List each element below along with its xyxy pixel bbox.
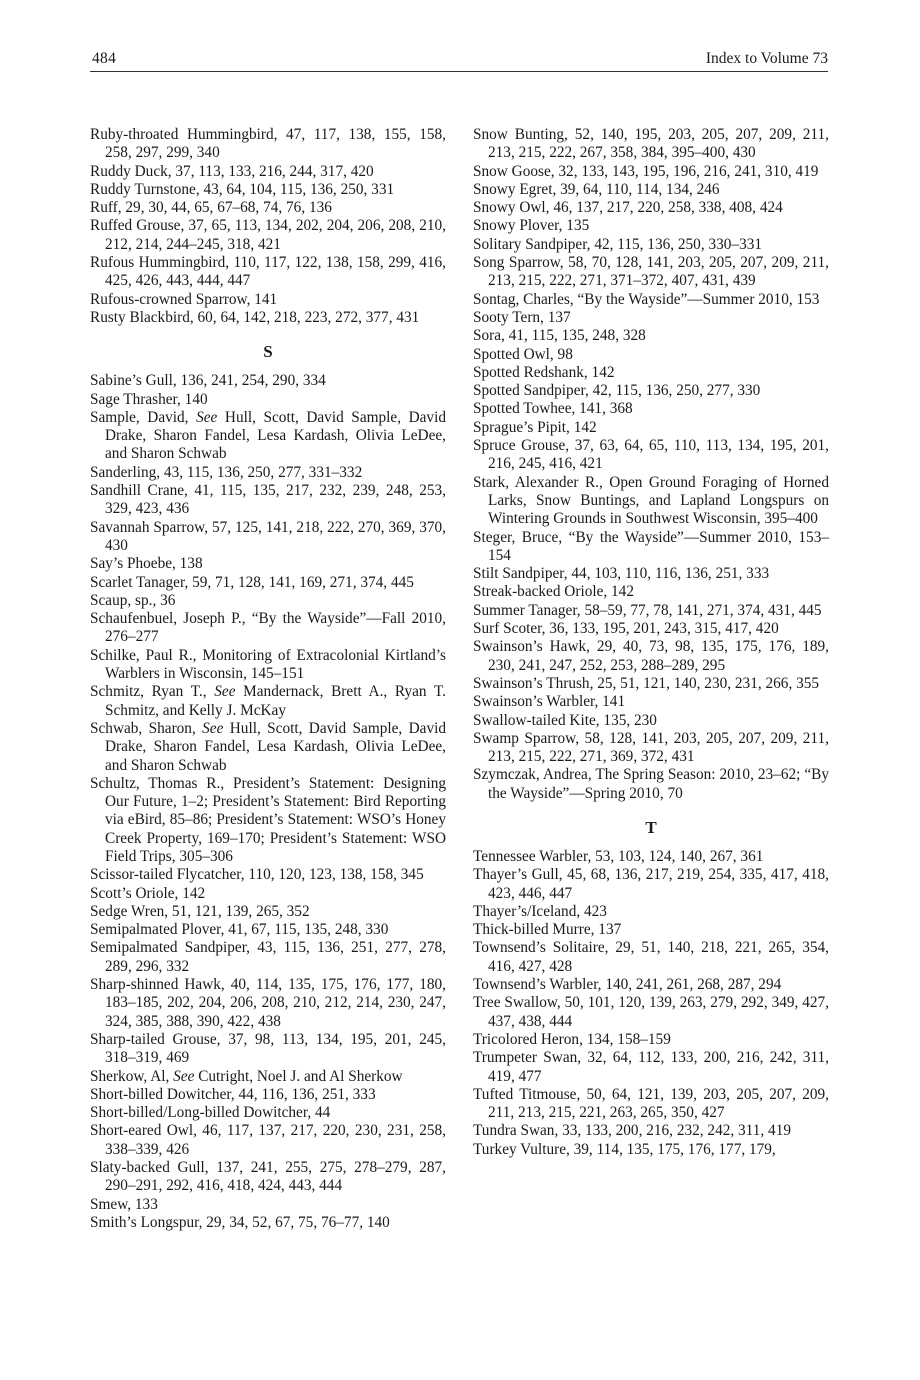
index-entry: Spotted Owl, 98 [473, 345, 573, 363]
index-entry: Snow Goose, 32, 133, 143, 195, 196, 216, 241, 310, 419 [473, 162, 819, 180]
section-letter-heading: T [645, 817, 657, 837]
index-entry: Ruddy Duck, 37, 113, 133, 216, 244, 317, 420 [90, 162, 374, 180]
index-entry: Sora, 41, 115, 135, 248, 328 [473, 327, 646, 345]
index-entry: Sooty Tern, 137 [473, 308, 571, 326]
index-entry: Stilt Sandpiper, 44, 103, 110, 116, 136, 251, 333 [473, 565, 770, 583]
index-entry: Schilke, Paul R., Monitoring of Extracolonial Kirtland’s Warblers in Wisconsin, 145–151 [90, 646, 446, 683]
index-entry: Swainson’s Thrush, 25, 51, 121, 140, 230, 231, 266, 355 [473, 674, 820, 692]
index-entry: Ruff, 29, 30, 44, 65, 67–68, 74, 76, 136 [90, 199, 332, 217]
index-entry: Surf Scoter, 36, 133, 195, 201, 243, 315, 417, 420 [473, 620, 779, 638]
index-entry: Tree Swallow, 50, 101, 120, 139, 263, 279, 292, 349, 427, 437, 438, 444 [473, 994, 829, 1030]
index-entry: Snow Bunting, 52, 140, 195, 203, 205, 207, 209, 211, 213, 215, 222, 267, 358, 384, 395–400, 430 [473, 126, 829, 162]
index-entry: Spotted Sandpiper, 42, 115, 136, 250, 277, 330 [473, 382, 761, 400]
index-entry: Townsend’s Warbler, 140, 241, 261, 268, 287, 294 [473, 976, 782, 994]
index-entry: Thayer’s Gull, 45, 68, 136, 217, 219, 254, 335, 417, 418, 423, 446, 447 [473, 866, 829, 902]
index-entry: Swainson’s Warbler, 141 [473, 693, 626, 711]
index-entry: Sabine’s Gull, 136, 241, 254, 290, 334 [90, 372, 326, 390]
index-entry: Turkey Vulture, 39, 114, 135, 175, 176, 177, 179, [473, 1140, 776, 1158]
index-entry: Schwab, Sharon, See Hull, Scott, David Sample, David Drake, Sharon Fandel, Lesa Kardash, Olivia LeDee, and Sharon Schwab [90, 719, 446, 774]
running-head [90, 49, 828, 72]
index-entry: Short-eared Owl, 46, 117, 137, 217, 220, 230, 231, 258, 338–339, 426 [90, 1122, 446, 1158]
index-entry: Swallow-tailed Kite, 135, 230 [473, 711, 657, 729]
index-column-left [90, 126, 446, 1232]
index-entry: Smew, 133 [90, 1195, 158, 1213]
index-entry: Summer Tanager, 58–59, 77, 78, 141, 271, 374, 431, 445 [473, 601, 822, 619]
index-entry: Scott’s Oriole, 142 [90, 884, 206, 902]
index-entry: Tennessee Warbler, 53, 103, 124, 140, 267, 361 [473, 847, 764, 865]
index-entry: Rufous Hummingbird, 110, 117, 122, 138, 158, 299, 416, 425, 426, 443, 444, 447 [90, 254, 446, 290]
index-entry: Ruffed Grouse, 37, 65, 113, 134, 202, 204, 206, 208, 210, 212, 214, 244–245, 318, 421 [90, 217, 446, 253]
index-entry: Spotted Towhee, 141, 368 [473, 400, 633, 418]
index-entry: Sage Thrasher, 140 [90, 390, 208, 408]
index-entry: Scaup, sp., 36 [90, 591, 176, 609]
index-entry: Rusty Blackbird, 60, 64, 142, 218, 223, 272, 377, 431 [90, 308, 420, 326]
index-entry: Snowy Plover, 135 [473, 217, 590, 235]
index-entry: Thick-billed Murre, 137 [473, 921, 622, 939]
index-entry: Snowy Egret, 39, 64, 110, 114, 134, 246 [473, 180, 720, 198]
index-entry: Savannah Sparrow, 57, 125, 141, 218, 222, 270, 369, 370, 430 [90, 518, 446, 554]
index-entry: Thayer’s/Iceland, 423 [473, 902, 607, 920]
index-entry: Snowy Owl, 46, 137, 217, 220, 258, 338, 408, 424 [473, 199, 783, 217]
index-entry: Stark, Alexander R., Open Ground Foraging of Horned Larks, Snow Buntings, and Lapland Longspurs on Wintering Grounds in Southwest Wisconsin, 395–400 [473, 473, 829, 528]
index-entry: Scarlet Tanager, 59, 71, 128, 141, 169, 271, 374, 445 [90, 573, 414, 591]
index-entry: Semipalmated Plover, 41, 67, 115, 135, 248, 330 [90, 921, 389, 939]
index-entry: Song Sparrow, 58, 70, 128, 141, 203, 205, 207, 209, 211, 213, 215, 222, 271, 371–372, 407, 431, 439 [473, 254, 829, 290]
index-entry: Sharp-tailed Grouse, 37, 98, 113, 134, 195, 201, 245, 318–319, 469 [90, 1030, 446, 1067]
index-entry: Say’s Phoebe, 138 [90, 555, 203, 573]
index-entry: Swainson’s Hawk, 29, 40, 73, 98, 135, 175, 176, 189, 230, 241, 247, 252, 253, 288–289, 295 [473, 638, 829, 674]
running-title: Index to Volume 73 [705, 50, 828, 67]
index-entry: Townsend’s Solitaire, 29, 51, 140, 218, 221, 265, 354, 416, 427, 428 [473, 939, 829, 975]
index-entry: Sharp-shinned Hawk, 40, 114, 135, 175, 176, 177, 180, 183–185, 202, 204, 206, 208, 210, 212, 214, 230, 247, 324, 385, 388, 390, 422, 438 [90, 976, 446, 1030]
index-entry: Rufous-crowned Sparrow, 141 [90, 290, 278, 308]
index-entry: Streak-backed Oriole, 142 [473, 583, 634, 601]
index-entry: Smith’s Longspur, 29, 34, 52, 67, 75, 76–77, 140 [90, 1213, 390, 1231]
index-column-right [473, 126, 829, 1159]
index-entry: Spruce Grouse, 37, 63, 64, 65, 110, 113, 134, 195, 201, 216, 245, 416, 421 [473, 437, 829, 473]
index-entry: Schmitz, Ryan T., See Mandernack, Brett A., Ryan T. Schmitz, and Kelly J. McKay [90, 683, 447, 719]
index-entry: Szymczak, Andrea, The Spring Season: 2010, 23–62; “By the Wayside”—Spring 2010, 70 [473, 766, 829, 802]
index-entry: Scissor-tailed Flycatcher, 110, 120, 123, 138, 158, 345 [90, 866, 424, 884]
index-entry: Sedge Wren, 51, 121, 139, 265, 352 [90, 902, 310, 920]
index-entry: Short-billed Dowitcher, 44, 116, 136, 251, 333 [90, 1085, 376, 1103]
index-entry: Steger, Bruce, “By the Wayside”—Summer 2010, 153–154 [473, 528, 829, 564]
index-entry: Swamp Sparrow, 58, 128, 141, 203, 205, 207, 209, 211, 213, 215, 222, 271, 369, 372, 431 [473, 729, 829, 766]
index-entry: Sandhill Crane, 41, 115, 135, 217, 232, 239, 248, 253, 329, 423, 436 [90, 482, 446, 518]
index-entry: Trumpeter Swan, 32, 64, 112, 133, 200, 216, 242, 311, 419, 477 [473, 1049, 829, 1085]
page-number: 484 [92, 50, 117, 67]
index-entry: Sample, David, See Hull, Scott, David Sample, David Drake, Sharon Fandel, Lesa Kardash, Olivia LeDee, and Sharon Schwab [90, 408, 446, 463]
index-entry: Short-billed/Long-billed Dowitcher, 44 [90, 1104, 331, 1122]
index-entry: Spotted Redshank, 142 [473, 363, 615, 381]
index-entry: Solitary Sandpiper, 42, 115, 136, 250, 330–331 [473, 235, 763, 253]
index-entry: Semipalmated Sandpiper, 43, 115, 136, 251, 277, 278, 289, 296, 332 [90, 939, 446, 975]
index-entry: Schultz, Thomas R., President’s Statement: Designing Our Future, 1–2; President’s Statement: Bird Reporting via eBird, 85–86; President’s Statement: WSO’s Honey Creek Property, 169–170; President’s Statement: WSO Field Trips, 305–306 [90, 774, 446, 865]
index-entry: Tricolored Heron, 134, 158–159 [473, 1030, 671, 1048]
index-entry: Ruby-throated Hummingbird, 47, 117, 138, 155, 158, 258, 297, 299, 340 [90, 126, 446, 162]
index-entry: Schaufenbuel, Joseph P., “By the Wayside”—Fall 2010, 276–277 [90, 610, 446, 646]
index-entry: Ruddy Turnstone, 43, 64, 104, 115, 136, 250, 331 [90, 180, 395, 198]
index-entry: Tufted Titmouse, 50, 64, 121, 139, 203, 205, 207, 209, 211, 213, 215, 221, 263, 265, 350, 427 [473, 1085, 829, 1122]
index-entry: Sprague’s Pipit, 142 [473, 418, 597, 436]
index-entry: Slaty-backed Gull, 137, 241, 255, 275, 278–279, 287, 290–291, 292, 416, 418, 424, 443, 444 [90, 1159, 446, 1195]
section-letter-heading: S [263, 342, 273, 362]
index-entry: Tundra Swan, 33, 133, 200, 216, 232, 242, 311, 419 [473, 1122, 791, 1140]
index-entry: Sontag, Charles, “By the Wayside”—Summer 2010, 153 [473, 290, 820, 308]
index-entry: Sanderling, 43, 115, 136, 250, 277, 331–332 [90, 463, 363, 481]
index-entry: Sherkow, Al, See Cutright, Noel J. and Al Sherkow [90, 1067, 403, 1085]
